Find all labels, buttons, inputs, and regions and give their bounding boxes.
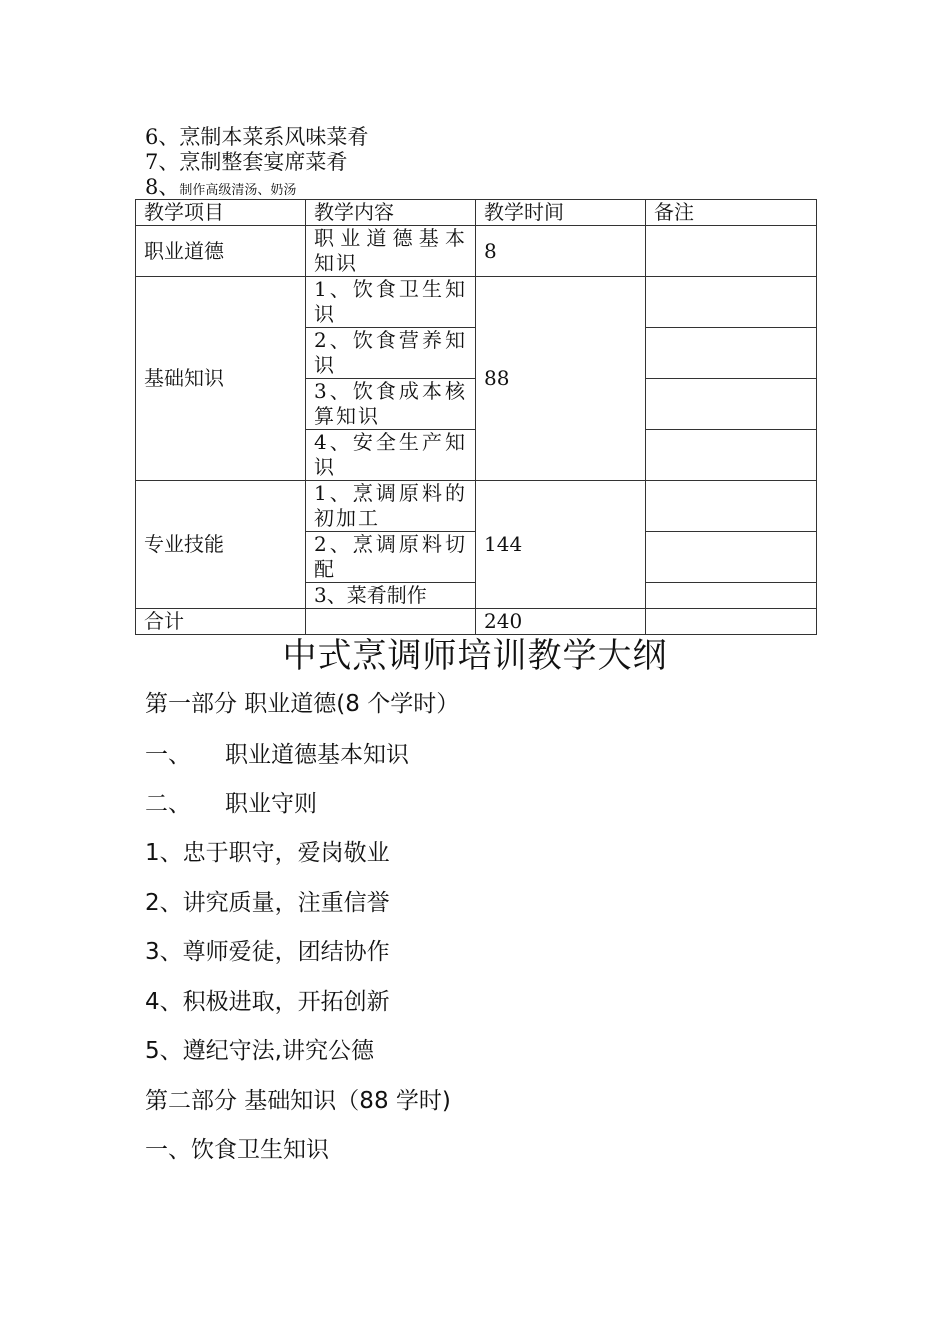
- curriculum-table: [135, 199, 817, 635]
- header-remark: 备注: [646, 200, 817, 226]
- table-row: [136, 481, 817, 532]
- time-moral: 8: [476, 226, 646, 277]
- content-basic-3: 3、饮食成本核算知识: [306, 379, 476, 430]
- page-title: 中式烹调师培训教学大纲: [282, 636, 668, 676]
- table-row: [136, 277, 817, 328]
- intro-line-8: 8、制作高级清汤、奶汤: [145, 175, 297, 199]
- section-part-2: 第二部分 基础知识（88 学时): [145, 1088, 451, 1114]
- remark-cell: [646, 379, 817, 430]
- section-part-1: 第一部分 职业道德(8 个学时）: [145, 691, 460, 717]
- remark-cell: [646, 583, 817, 609]
- rule-2: 2、讲究质量，注重信誉: [145, 890, 390, 916]
- content-skill-3: 3、菜肴制作: [306, 583, 476, 609]
- remark-cell: [646, 226, 817, 277]
- project-moral: 职业道德: [136, 226, 306, 277]
- table-row: [136, 226, 817, 277]
- content-basic-1: 1、饮食卫生知识: [306, 277, 476, 328]
- rule-3: 3、尊师爱徒，团结协作: [145, 939, 390, 965]
- section-item-2: 二、 职业守则: [145, 791, 317, 817]
- header-content: 教学内容: [306, 200, 476, 226]
- content-skill-2: 2、烹调原料切配: [306, 532, 476, 583]
- section-hygiene: 一、饮食卫生知识: [145, 1137, 329, 1163]
- total-label: 合计: [136, 609, 306, 635]
- content-basic-4: 4、安全生产知识: [306, 430, 476, 481]
- remark-cell: [646, 481, 817, 532]
- intro-line-7: 7、烹制整套宴席菜肴: [145, 150, 348, 174]
- remark-cell: [646, 532, 817, 583]
- content-moral: 职业道德基本知识: [306, 226, 476, 277]
- table-total-row: [136, 609, 817, 635]
- intro-line-6: 6、烹制本菜系风味菜肴: [145, 125, 369, 149]
- content-skill-1: 1、烹调原料的初加工: [306, 481, 476, 532]
- rule-5: 5、遵纪守法,讲究公德: [145, 1038, 374, 1064]
- total-content-cell: [306, 609, 476, 635]
- project-basic: 基础知识: [136, 277, 306, 481]
- rule-1: 1、忠于职守，爱岗敬业: [145, 840, 390, 866]
- project-skill: 专业技能: [136, 481, 306, 609]
- header-time: 教学时间: [476, 200, 646, 226]
- remark-cell: [646, 609, 817, 635]
- remark-cell: [646, 277, 817, 328]
- section-item-1: 一、 职业道德基本知识: [145, 742, 409, 768]
- remark-cell: [646, 328, 817, 379]
- time-basic: 88: [476, 277, 646, 481]
- total-time: 240: [476, 609, 646, 635]
- remark-cell: [646, 430, 817, 481]
- time-skill: 144: [476, 481, 646, 609]
- table-header-row: [136, 200, 817, 226]
- header-project: 教学项目: [136, 200, 306, 226]
- rule-4: 4、积极进取，开拓创新: [145, 989, 390, 1015]
- content-basic-2: 2、饮食营养知识: [306, 328, 476, 379]
